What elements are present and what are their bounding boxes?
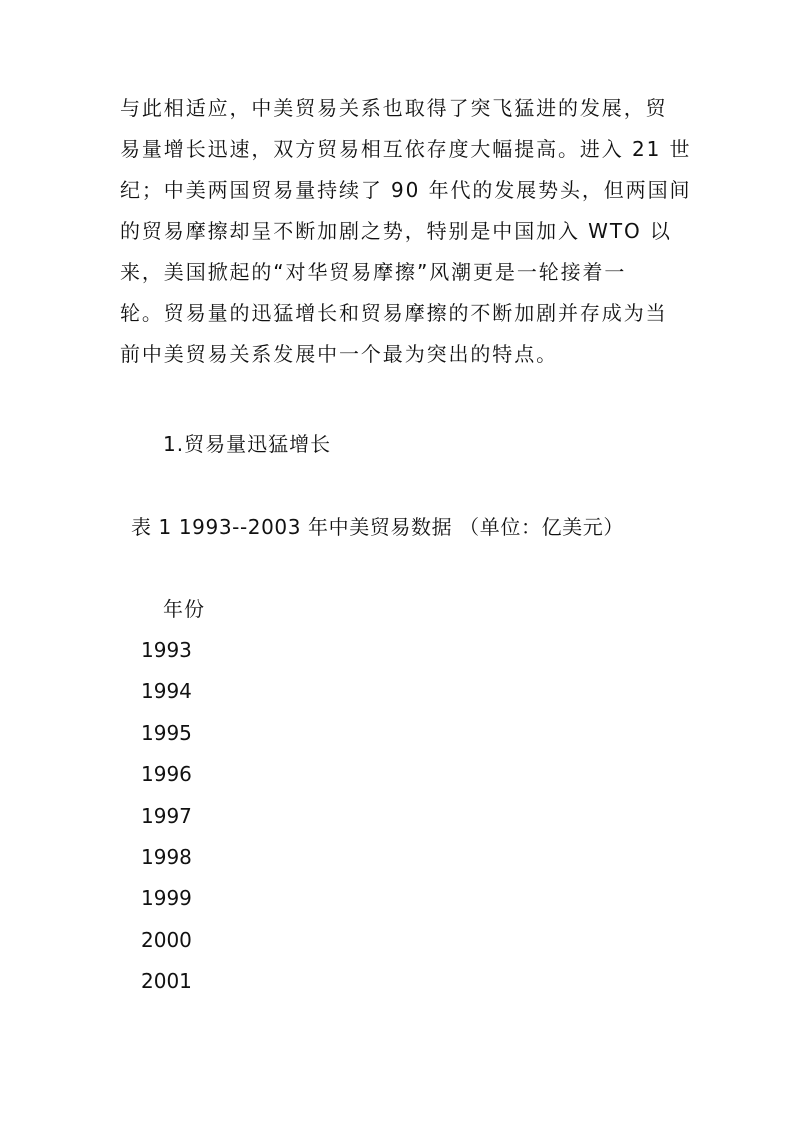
paragraph-line: 与此相适应，中美贸易关系也取得了突飞猛进的发展，贸 (120, 96, 668, 120)
paragraph-line: 轮。贸易量的迅猛增长和贸易摩擦的不断加剧并存成为当 (120, 301, 668, 325)
body-paragraph (120, 88, 692, 375)
paragraph-line: 纪；中美两国贸易量持续了 90 年代的发展势头，但两国间 (120, 178, 692, 202)
year-cell: 1996 (141, 762, 192, 787)
table-caption: 表 1 1993--2003 年中美贸易数据 （单位：亿美元） (131, 515, 624, 539)
year-cell: 2001 (141, 969, 192, 994)
paragraph-line: 的贸易摩擦却呈不断加剧之势，特别是中国加入 WTO 以 (120, 219, 672, 243)
paragraph-line: 前中美贸易关系发展中一个最为突出的特点。 (120, 342, 558, 366)
year-cell: 1997 (141, 803, 192, 828)
year-cell: 2000 (141, 927, 192, 952)
year-cell: 1995 (141, 720, 192, 745)
paragraph-line: 来，美国掀起的“对华贸易摩擦”风潮更是一轮接着一 (120, 260, 627, 284)
year-cell: 1998 (141, 844, 192, 869)
paragraph-line: 易量增长迅速，双方贸易相互依存度大幅提高。进入 21 世 (120, 137, 692, 161)
year-cell: 1993 (141, 638, 192, 662)
year-cell: 1999 (141, 886, 192, 911)
table-column-header: 年份 (163, 597, 205, 621)
year-cell: 1994 (141, 679, 192, 704)
section-heading: 1.贸易量迅猛增长 (163, 432, 332, 456)
year-list (141, 630, 192, 1003)
